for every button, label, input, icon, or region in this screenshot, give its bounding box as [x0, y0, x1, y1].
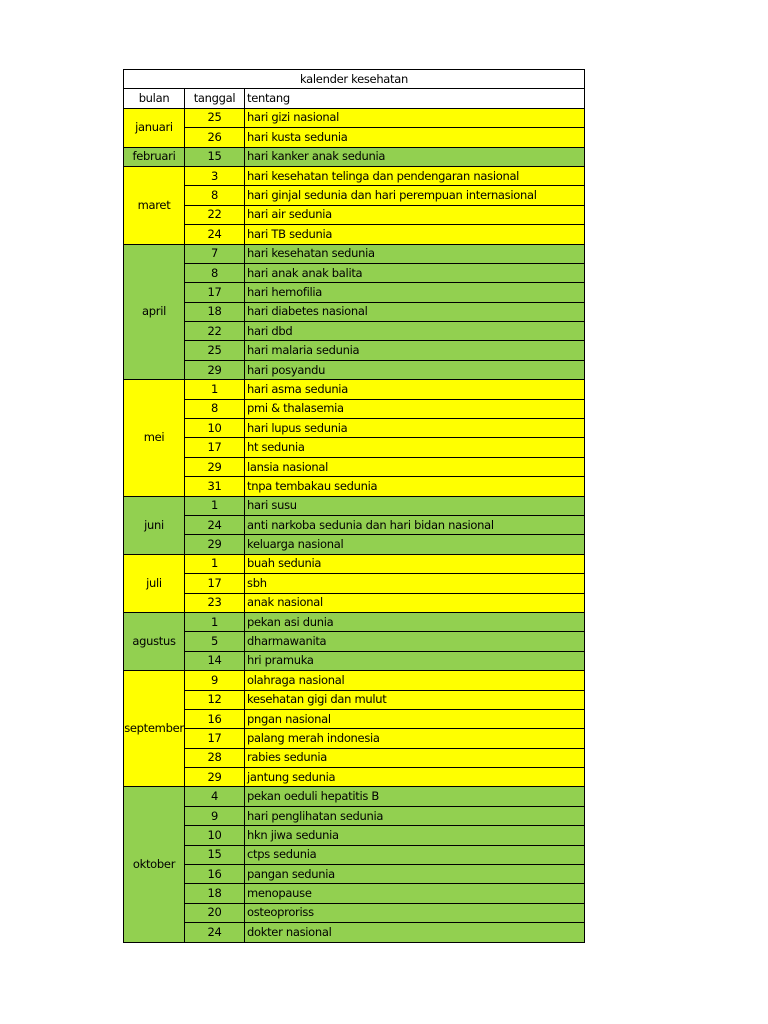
table-row [124, 496, 585, 515]
health-calendar-table [123, 69, 585, 943]
about-cell: hari air sedunia [245, 205, 585, 224]
about-cell: hari posyandu [245, 360, 585, 379]
month-cell: juni [124, 496, 185, 554]
month-cell: mei [124, 380, 185, 496]
about-cell: pngan nasional [245, 709, 585, 728]
date-cell: 7 [185, 244, 245, 263]
table-body [124, 108, 585, 942]
table-row [124, 709, 585, 728]
date-cell: 28 [185, 748, 245, 767]
date-cell: 17 [185, 283, 245, 302]
table-row [124, 166, 585, 185]
about-cell: hari susu [245, 496, 585, 515]
table-row [124, 399, 585, 418]
date-cell: 18 [185, 302, 245, 321]
about-cell: osteoproriss [245, 903, 585, 922]
about-cell: hari malaria sedunia [245, 341, 585, 360]
date-cell: 4 [185, 787, 245, 806]
month-cell: januari [124, 108, 185, 147]
date-cell: 17 [185, 438, 245, 457]
table-row [124, 380, 585, 399]
table-row [124, 593, 585, 612]
header-month: bulan [124, 89, 185, 108]
about-cell: kesehatan gigi dan mulut [245, 690, 585, 709]
about-cell: hkn jiwa sedunia [245, 826, 585, 845]
table-row [124, 360, 585, 379]
table-row [124, 515, 585, 534]
date-cell: 9 [185, 671, 245, 690]
about-cell: buah sedunia [245, 554, 585, 573]
table-row [124, 865, 585, 884]
about-cell: hari kesehatan sedunia [245, 244, 585, 263]
date-cell: 31 [185, 477, 245, 496]
about-cell: hari kanker anak sedunia [245, 147, 585, 166]
date-cell: 16 [185, 709, 245, 728]
date-cell: 22 [185, 322, 245, 341]
date-cell: 1 [185, 496, 245, 515]
about-cell: hari kusta sedunia [245, 128, 585, 147]
table-row [124, 787, 585, 806]
about-cell: hari penglihatan sedunia [245, 806, 585, 825]
table-title: kalender kesehatan [124, 70, 585, 89]
date-cell: 29 [185, 457, 245, 476]
table-row [124, 574, 585, 593]
about-cell: hari diabetes nasional [245, 302, 585, 321]
about-cell: hari asma sedunia [245, 380, 585, 399]
header-date: tanggal [185, 89, 245, 108]
about-cell: sbh [245, 574, 585, 593]
about-cell: hari TB sedunia [245, 225, 585, 244]
table-row [124, 768, 585, 787]
table-row [124, 612, 585, 631]
date-cell: 26 [185, 128, 245, 147]
header-about: tentang [245, 89, 585, 108]
month-cell: oktober [124, 787, 185, 942]
table-row [124, 903, 585, 922]
table-row [124, 806, 585, 825]
about-cell: lansia nasional [245, 457, 585, 476]
table-row [124, 845, 585, 864]
table-row [124, 322, 585, 341]
table-row [124, 729, 585, 748]
table-row [124, 923, 585, 942]
about-cell: rabies sedunia [245, 748, 585, 767]
about-cell: keluarga nasional [245, 535, 585, 554]
table-row [124, 457, 585, 476]
table-row [124, 341, 585, 360]
date-cell: 25 [185, 108, 245, 127]
title-row [124, 70, 585, 89]
about-cell: anak nasional [245, 593, 585, 612]
about-cell: dokter nasional [245, 923, 585, 942]
month-cell: juli [124, 554, 185, 612]
date-cell: 15 [185, 845, 245, 864]
table-row [124, 302, 585, 321]
date-cell: 29 [185, 360, 245, 379]
date-cell: 5 [185, 632, 245, 651]
table-row [124, 690, 585, 709]
about-cell: pmi & thalasemia [245, 399, 585, 418]
date-cell: 12 [185, 690, 245, 709]
about-cell: hari lupus sedunia [245, 419, 585, 438]
date-cell: 8 [185, 399, 245, 418]
table-row [124, 128, 585, 147]
table-row [124, 826, 585, 845]
table-row [124, 554, 585, 573]
table-row [124, 263, 585, 282]
month-cell: april [124, 244, 185, 380]
date-cell: 9 [185, 806, 245, 825]
date-cell: 29 [185, 535, 245, 554]
date-cell: 18 [185, 884, 245, 903]
table-row [124, 147, 585, 166]
date-cell: 22 [185, 205, 245, 224]
about-cell: anti narkoba sedunia dan hari bidan nasional [245, 515, 585, 534]
date-cell: 23 [185, 593, 245, 612]
table-row [124, 283, 585, 302]
date-cell: 20 [185, 903, 245, 922]
date-cell: 16 [185, 865, 245, 884]
date-cell: 10 [185, 826, 245, 845]
date-cell: 8 [185, 263, 245, 282]
table-row [124, 438, 585, 457]
month-cell: september [124, 671, 185, 787]
date-cell: 24 [185, 923, 245, 942]
table-row [124, 632, 585, 651]
table-row [124, 108, 585, 127]
about-cell: pangan sedunia [245, 865, 585, 884]
about-cell: hari gizi nasional [245, 108, 585, 127]
about-cell: hari kesehatan telinga dan pendengaran nasional [245, 166, 585, 185]
date-cell: 15 [185, 147, 245, 166]
table-row [124, 535, 585, 554]
about-cell: tnpa tembakau sedunia [245, 477, 585, 496]
about-cell: menopause [245, 884, 585, 903]
about-cell: hari hemofilia [245, 283, 585, 302]
about-cell: hari ginjal sedunia dan hari perempuan internasional [245, 186, 585, 205]
about-cell: pekan oeduli hepatitis B [245, 787, 585, 806]
table-row [124, 186, 585, 205]
date-cell: 17 [185, 729, 245, 748]
date-cell: 1 [185, 612, 245, 631]
date-cell: 29 [185, 768, 245, 787]
header-row [124, 89, 585, 108]
date-cell: 8 [185, 186, 245, 205]
date-cell: 14 [185, 651, 245, 670]
about-cell: hari anak anak balita [245, 263, 585, 282]
table-row [124, 205, 585, 224]
date-cell: 3 [185, 166, 245, 185]
about-cell: hari dbd [245, 322, 585, 341]
table-row [124, 671, 585, 690]
about-cell: hri pramuka [245, 651, 585, 670]
month-cell: maret [124, 166, 185, 244]
date-cell: 24 [185, 225, 245, 244]
month-cell: februari [124, 147, 185, 166]
about-cell: ht sedunia [245, 438, 585, 457]
about-cell: ctps sedunia [245, 845, 585, 864]
table-row [124, 884, 585, 903]
date-cell: 1 [185, 380, 245, 399]
about-cell: jantung sedunia [245, 768, 585, 787]
date-cell: 17 [185, 574, 245, 593]
month-cell: agustus [124, 612, 185, 670]
table-row [124, 419, 585, 438]
table-row [124, 244, 585, 263]
date-cell: 1 [185, 554, 245, 573]
table-row [124, 225, 585, 244]
about-cell: olahraga nasional [245, 671, 585, 690]
about-cell: palang merah indonesia [245, 729, 585, 748]
table-row [124, 748, 585, 767]
date-cell: 10 [185, 419, 245, 438]
date-cell: 24 [185, 515, 245, 534]
table-row [124, 651, 585, 670]
table-row [124, 477, 585, 496]
date-cell: 25 [185, 341, 245, 360]
about-cell: pekan asi dunia [245, 612, 585, 631]
about-cell: dharmawanita [245, 632, 585, 651]
